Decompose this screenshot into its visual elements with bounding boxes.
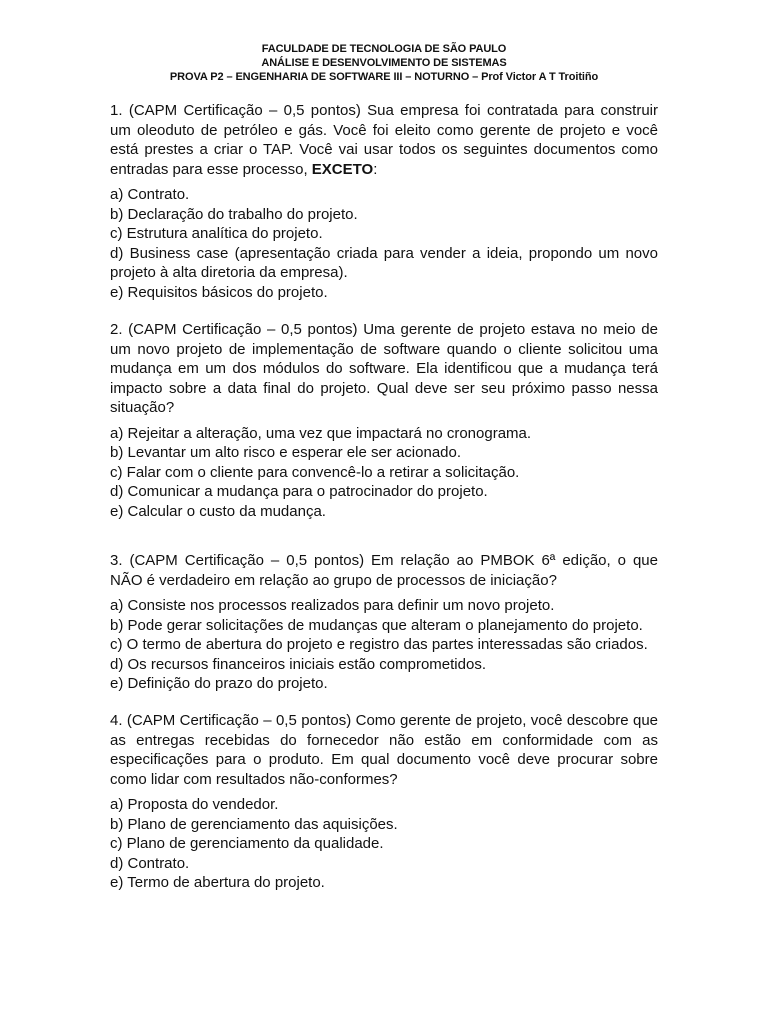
answer-option: d) Contrato. (110, 854, 190, 872)
answer-option: e) Calcular o custo da mudança. (110, 502, 326, 520)
question-stem: 2. (CAPM Certificação – 0,5 pontos) Uma gerente de projeto estava no meio de um novo projeto de implementação de software quando o cliente solicitou uma mudança em um dos módulos do software. Ela identificou que a mudança terá impacto sobre a data final do projeto. Qual deve ser seu próximo passo nessa situação? (110, 321, 658, 416)
answer-option: a) Consiste nos processos realizados para definir um novo projeto. (110, 597, 555, 614)
option-list (110, 596, 658, 694)
option-list (110, 185, 658, 302)
document-header (0, 42, 768, 84)
question-stem: 1. (CAPM Certificação – 0,5 pontos) Sua empresa foi contratada para construir um oleoduto de petróleo e gás. Você foi eleito como gerente de projeto e você está prestes a criar o TAP. Você vai usar todos os seguintes documentos como entradas para esse processo, EXCETO: (110, 102, 658, 178)
question-3 (110, 551, 658, 694)
answer-option: c) O termo de abertura do projeto e registro das partes interessadas são criados. (110, 636, 648, 653)
question-stem: 3. (CAPM Certificação – 0,5 pontos) Em relação ao PMBOK 6ª edição, o que NÃO é verdadeiro em relação ao grupo de processos de iniciação? (110, 552, 658, 589)
question-1 (110, 101, 658, 302)
answer-option: b) Levantar um alto risco e esperar ele ser acionado. (110, 444, 462, 461)
question-stem: 4. (CAPM Certificação – 0,5 pontos) Como gerente de projeto, você descobre que as entregas recebidas do fornecedor não estão em conformidade com as especificações para o produto. Em qual documento você deve procurar sobre como lidar com resultados não-conformes? (110, 712, 658, 788)
answer-option: b) Plano de gerenciamento das aquisições. (110, 815, 398, 833)
question-emphasis: EXCETO (311, 160, 374, 178)
answer-option: e) Definição do prazo do projeto. (110, 675, 328, 692)
answer-option: e) Termo de abertura do projeto. (110, 874, 325, 891)
answer-option: d) Os recursos financeiros iniciais estão comprometidos. (110, 655, 486, 673)
question-2 (110, 320, 658, 521)
answer-option: a) Proposta do vendedor. (110, 796, 279, 813)
answer-option: a) Rejeitar a alteração, uma vez que impactará no cronograma. (110, 424, 532, 442)
course-name: ANÁLISE E DESENVOLVIMENTO DE SISTEMAS (261, 57, 507, 69)
question-4 (110, 711, 658, 893)
answer-option: c) Plano de gerenciamento da qualidade. (110, 835, 384, 852)
answer-option: a) Contrato. (110, 186, 190, 203)
option-list (110, 424, 658, 522)
institution-name: FACULDADE DE TECNOLOGIA DE SÃO PAULO (261, 43, 507, 55)
answer-option: d) Comunicar a mudança para o patrocinador do projeto. (110, 483, 488, 500)
exam-title: PROVA P2 – ENGENHARIA DE SOFTWARE III – NOTURNO – Prof Victor A T Troitiño (169, 71, 599, 83)
answer-option: b) Declaração do trabalho do projeto. (110, 205, 358, 223)
answer-option: c) Falar com o cliente para convencê-lo a retirar a solicitação. (110, 463, 520, 481)
answer-option: e) Requisitos básicos do projeto. (110, 283, 328, 301)
answer-option: b) Pode gerar solicitações de mudanças que alteram o planejamento do projeto. (110, 616, 643, 634)
answer-option: d) Business case (apresentação criada para vender a ideia, propondo um novo projeto à alta diretoria da empresa). (110, 244, 658, 281)
option-list (110, 795, 658, 893)
answer-option: c) Estrutura analítica do projeto. (110, 225, 323, 242)
